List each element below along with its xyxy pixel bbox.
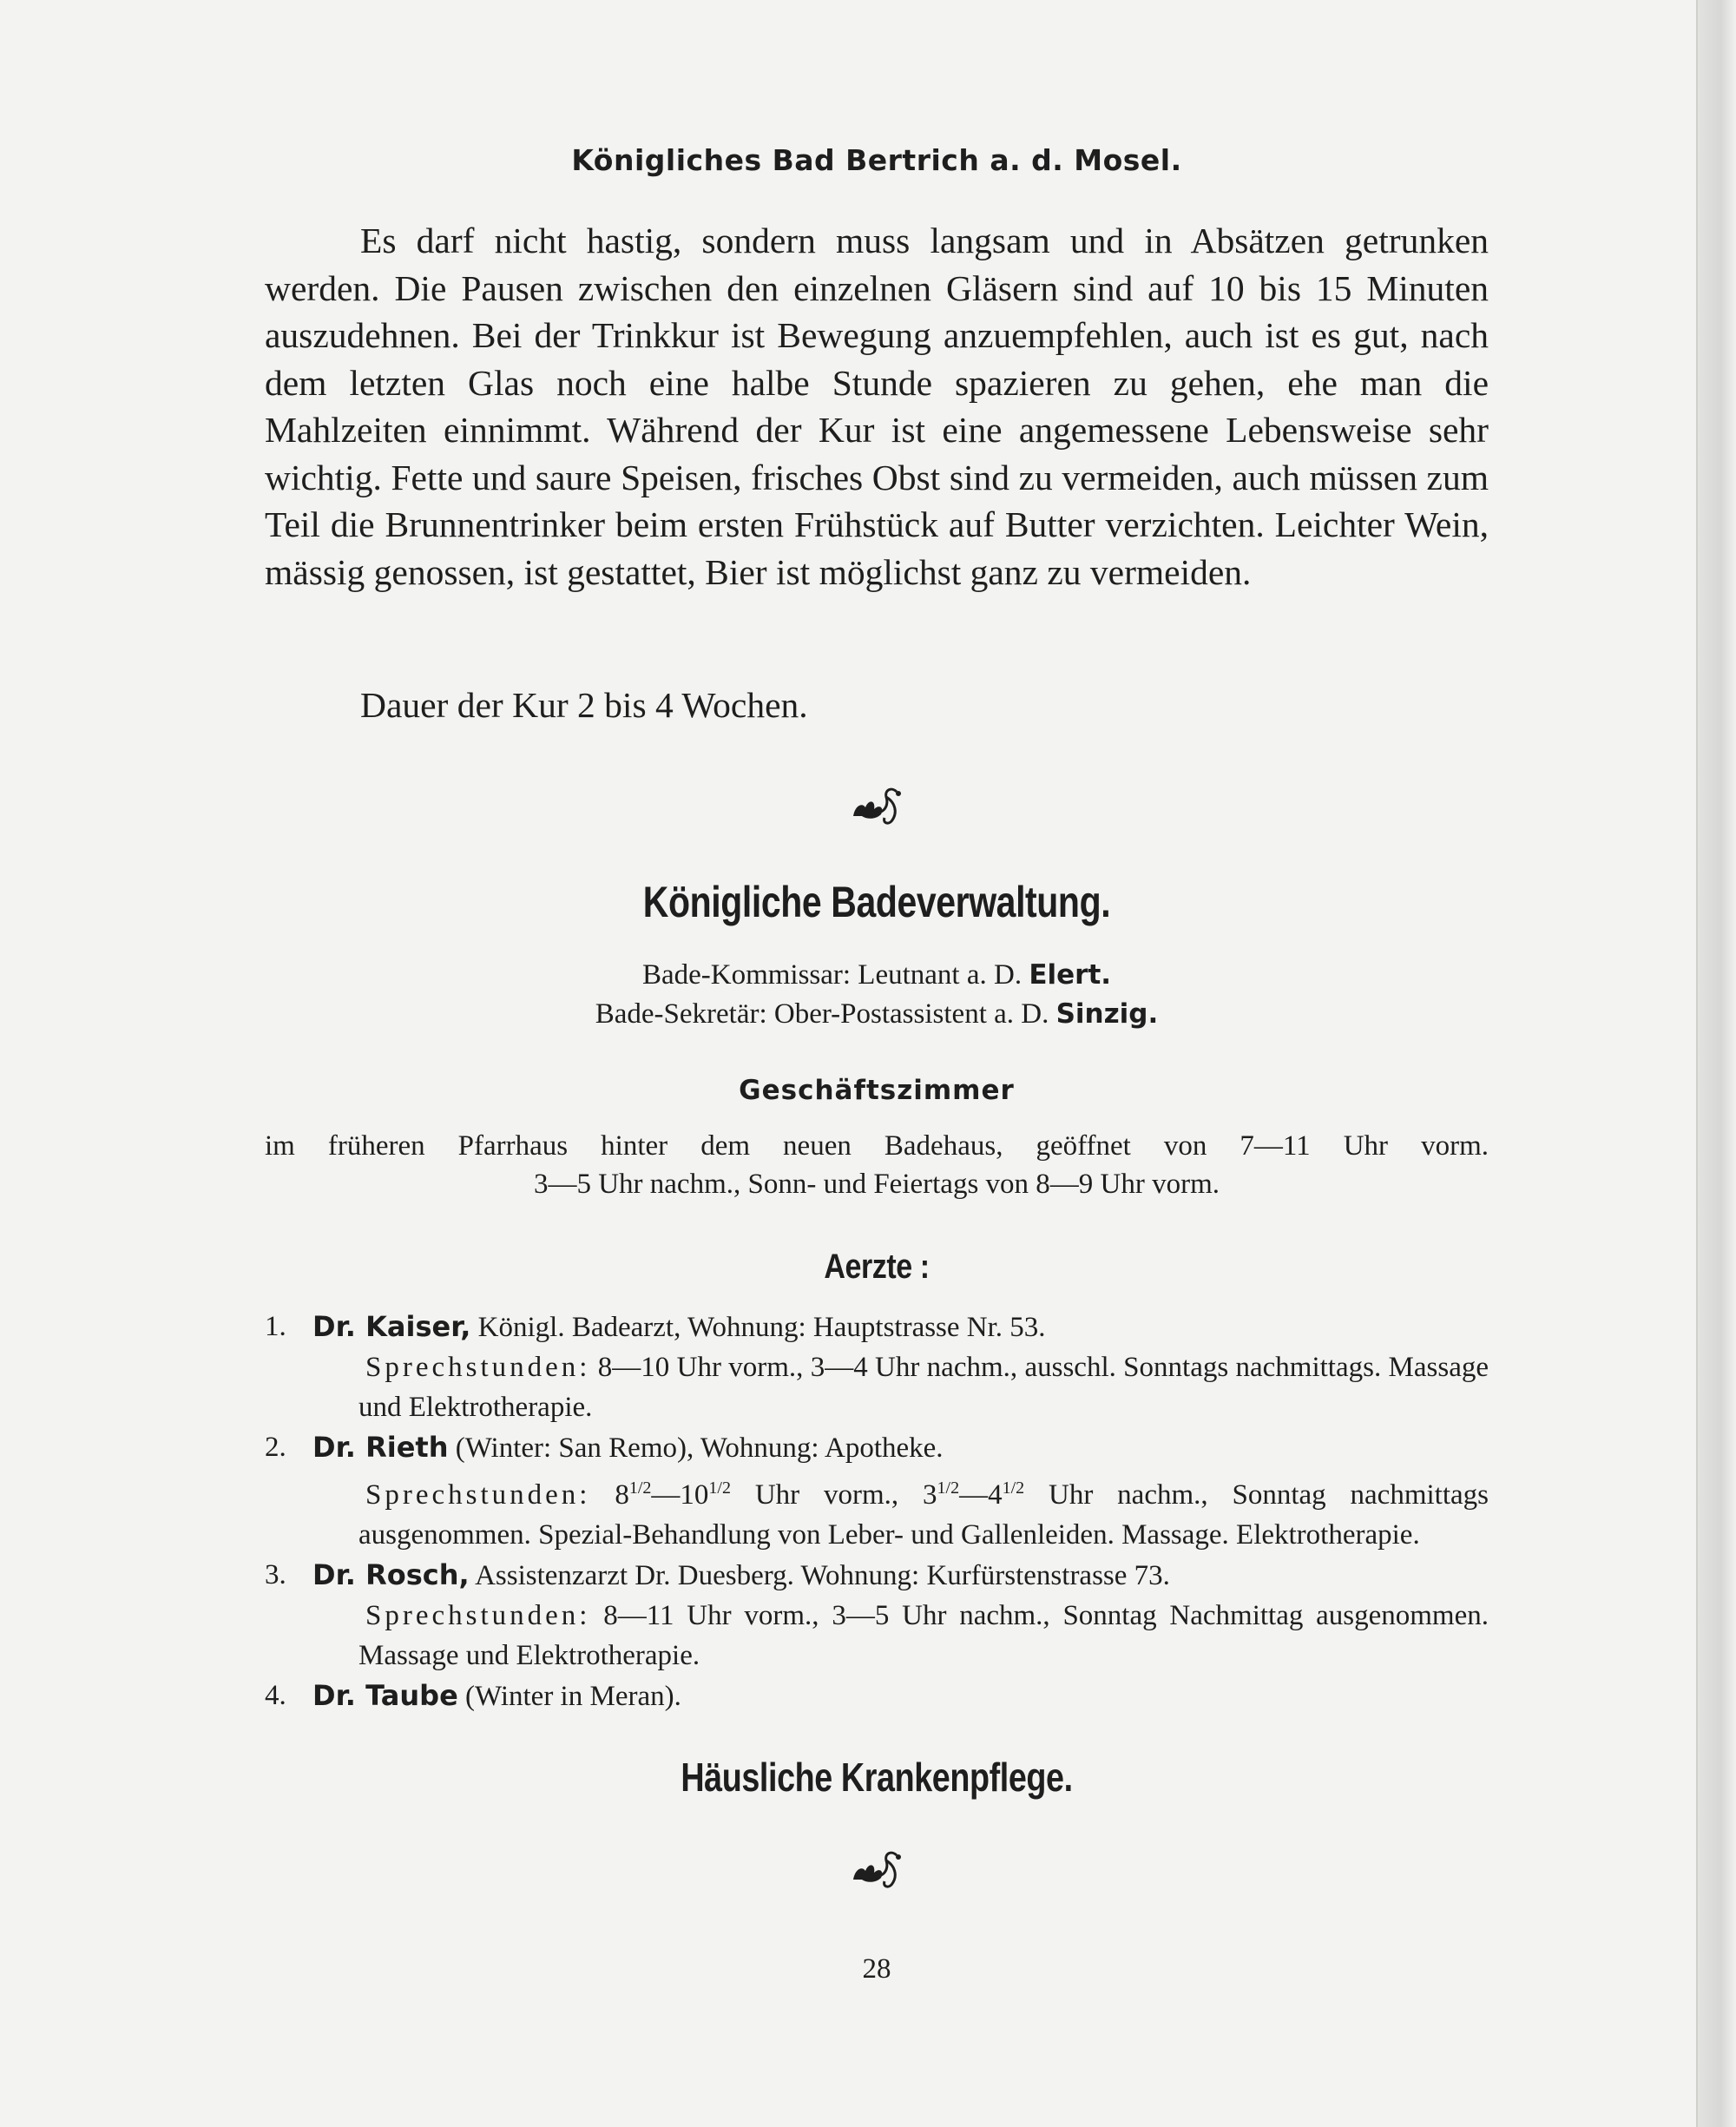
doctor-number: 2. bbox=[265, 1432, 286, 1463]
commissioner-role: Bade-Kommissar: Leutnant a. D. bbox=[641, 959, 1023, 991]
consultation-label: Sprechstunden: bbox=[365, 1600, 591, 1631]
office-heading: Geschäftszimmer bbox=[739, 1075, 1015, 1106]
floral-ornament-icon bbox=[846, 781, 907, 830]
consultation-hours: 8—11 Uhr vorm., 3—5 Uhr nachm., Sonntag Nachmittag ausgenommen. Massage und Elektrotherapie. bbox=[358, 1600, 1489, 1671]
doctor-number: 3. bbox=[265, 1559, 286, 1590]
doctor-name: Dr. Taube bbox=[312, 1679, 458, 1712]
doctor-name: Dr. Rosch, bbox=[312, 1558, 470, 1591]
consultation-hours: 8—10 Uhr vorm., 3—4 Uhr nachm., ausschl. Sonntags nachmittags. Massage und Elektrotherapie. bbox=[358, 1352, 1489, 1423]
doctor-name: Dr. Rieth bbox=[312, 1431, 449, 1464]
secretary-line bbox=[265, 998, 1489, 1031]
consultation-label: Sprechstunden: bbox=[365, 1479, 591, 1511]
doctor-info: (Winter in Meran). bbox=[465, 1681, 681, 1712]
secretary-name: Sinzig. bbox=[1055, 998, 1159, 1030]
intro-paragraph-block bbox=[265, 217, 1489, 596]
intro-paragraph: Es darf nicht hastig, sondern muss langsam und in Absätzen getrunken werden. Die Pausen zwischen den einzelnen Gläsern sind auf 10 bis 15 Minuten auszudehnen. Bei der Trinkkur ist Bewegung anzuempfehlen, auch ist es gut, nach dem letzten Glas noch eine halbe Stunde spazieren zu gehen, ehe man die Mahlzeiten einnimmt. Während der Kur ist eine angemessene Lebensweise sehr wichtig. Fette und saure Speisen, frisches Obst sind zu vermeiden, auch müssen zum Teil die Brunnentrinker beim ersten Frühstück auf Butter verzichten. Leichter Wein, mässig genossen, ist gestattet, Bier ist möglichst ganz zu vermeiden. bbox=[265, 221, 1489, 592]
home-care-heading: Häusliche Krankenpflege. bbox=[681, 1755, 1073, 1800]
doctor-entry-taube bbox=[265, 1676, 1489, 1716]
commissioner-line bbox=[265, 959, 1489, 991]
doctor-entry-kaiser bbox=[265, 1307, 1489, 1427]
doctor-info: Königl. Badearzt, Wohnung: Hauptstrasse Nr. 53. bbox=[477, 1312, 1046, 1343]
consultation-label: Sprechstunden: bbox=[365, 1352, 591, 1383]
doctor-number: 4. bbox=[265, 1680, 286, 1711]
doctors-heading: Aerzte : bbox=[824, 1248, 930, 1286]
secretary-role: Bade-Sekretär: Ober-Postassistent a. D. bbox=[595, 998, 1049, 1030]
document-page bbox=[265, 0, 1489, 2127]
doctor-name: Dr. Kaiser, bbox=[312, 1310, 471, 1343]
doctor-entry-rosch bbox=[265, 1555, 1489, 1676]
doctor-entry-rieth bbox=[265, 1427, 1489, 1555]
duration-line: Dauer der Kur 2 bis 4 Wochen. bbox=[360, 685, 808, 725]
page-edge bbox=[1696, 0, 1736, 2127]
commissioner-name: Elert. bbox=[1029, 959, 1112, 991]
badeverwaltung-heading: Königliche Badeverwaltung. bbox=[642, 878, 1111, 926]
doctor-info: (Winter: San Remo), Wohnung: Apotheke. bbox=[455, 1432, 944, 1464]
running-head: Königliches Bad Bertrich a. d. Mosel. bbox=[571, 143, 1182, 177]
consultation-hours: $8^{1/2}—10^{1/2}$ Uhr vorm., $3^{1/2}—4^{1/2}$ Uhr nachm., Sonntag nachmittags ausgenommen. Spezial-Behandlung von Leber- und Gallenleiden. Massage. Elektrotherapie. bbox=[358, 1478, 1489, 1551]
page-number: 28 bbox=[862, 1953, 891, 1985]
doctor-list bbox=[265, 1307, 1489, 1716]
floral-ornament-icon bbox=[846, 1845, 907, 1893]
doctor-number: 1. bbox=[265, 1311, 286, 1342]
office-hours-line-2: 3—5 Uhr nachm., Sonn- und Feiertags von 8—9 Uhr vorm. bbox=[533, 1169, 1220, 1200]
office-hours-line-1: im früheren Pfarrhaus hinter dem neuen Badehaus, geöffnet von 7—11 Uhr vorm. bbox=[265, 1130, 1489, 1162]
doctor-info: Assistenzarzt Dr. Duesberg. Wohnung: Kurfürstenstrasse 73. bbox=[475, 1560, 1170, 1591]
